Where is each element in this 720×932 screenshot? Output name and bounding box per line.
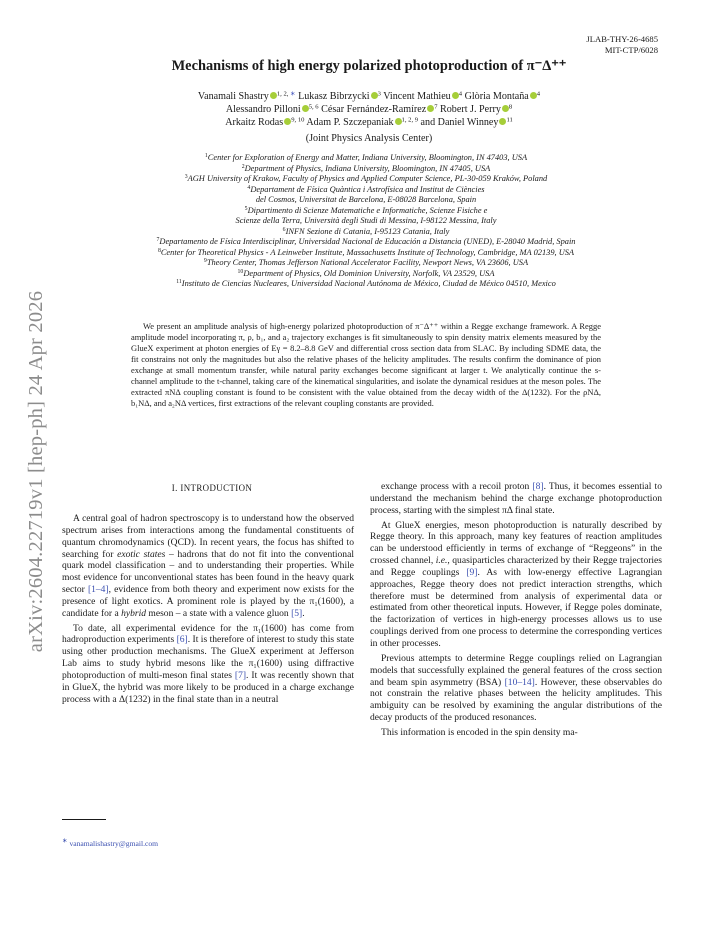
affiliation-list: [60, 153, 672, 290]
right-column: [370, 481, 662, 742]
paragraph: [370, 481, 662, 517]
collaboration-name: (Joint Physics Analysis Center): [305, 133, 433, 144]
author-name: Lukasz Bibrzycki: [298, 91, 370, 102]
orcid-icon[interactable]: [502, 105, 509, 112]
affiliation-text: Center for Exploration of Energy and Matter, Indiana University, Bloomington, IN 47403, USA: [207, 153, 528, 162]
affiliation-number: 5: [244, 205, 248, 212]
body-text: Previous attempts to determine Regge couplings relied on Lagrangian models that successfully explained the general features of the cross section and beam spin asymmetry (BSA): [370, 652, 662, 688]
body-text: To date, all experimental evidence for the π₁(1600) has come from hadroproduction experiments: [62, 622, 354, 646]
left-column: [62, 513, 354, 709]
affiliation-marker: 3: [377, 90, 381, 98]
affiliation-marker: 11: [506, 116, 513, 124]
arxiv-identifier: arXiv:2604.22719v1 [hep-ph] 24 Apr 2026: [25, 290, 48, 652]
affiliation-line: [60, 279, 672, 290]
email-link[interactable]: vanamalishastry@gmail.com: [69, 839, 159, 848]
affiliation-marker: 1, 2, 9: [401, 116, 419, 124]
body-text: At GlueX energies, meson photoproduction is naturally described by Regge theory. In this approach, many key features of reaction amplitudes can be understood efficiently in terms of exchange of “Reggeons” in the crossed channel,: [370, 519, 662, 567]
orcid-icon[interactable]: [270, 92, 277, 99]
arxiv-identifier-sidebar: [14, 256, 60, 686]
body-text: , quasiparticles characterized by their Regge trajectories and Regge couplings: [370, 555, 662, 578]
orcid-icon[interactable]: [452, 92, 459, 99]
body-text: exchange process with a recoil proton: [381, 481, 533, 492]
emphasis-text: i.e.: [435, 555, 448, 567]
paragraph: [370, 520, 662, 650]
affiliation-number: 3: [184, 174, 188, 180]
affiliation-text: Dipartimento di Scienze Matematiche e Informatiche, Scienze Fisiche e: [247, 205, 488, 215]
affiliation-text: del Cosmos, Universitat de Barcelona, E-08028 Barcelona, Spain: [255, 195, 477, 204]
author-name: Robert J. Perry: [440, 104, 501, 115]
author-name: Arkaitz Rodas: [225, 117, 284, 128]
affiliation-text: Instituto de Ciencias Nucleares, Universidad Nacional Autónoma de México, Ciudad de México 04510, Mexico: [181, 279, 556, 288]
affiliation-marker: 5, 6: [308, 103, 319, 111]
author-line: [80, 90, 658, 103]
affiliation-line: [60, 216, 672, 227]
affiliation-text: Department of Physics, Old Dominion University, Norfolk, VA 23529, USA: [243, 268, 495, 278]
citation-link[interactable]: [9]: [466, 566, 478, 578]
author-list: [80, 90, 658, 145]
affiliation-text: Scienze della Terra, Università degli Studi di Messina, I-98122 Messina, Italy: [235, 216, 497, 225]
body-text: This information is encoded in the spin density ma-: [381, 726, 578, 738]
body-text: meson – a state with a valence gluon: [146, 607, 292, 619]
body-text: . As with low-energy effective Lagrangian approaches, Regge theory does not predict interaction strengths, which therefore must be determined from analysis of experimental data or estimated from other theoretical inputs. However, if Regge poles dominate, the factorization of vertices in high-energy processes allows us to use couplings derived from one process to determine the corresponding vertices in other processes.: [370, 566, 662, 649]
body-text: – hadrons that do not fit into the conventional quark model classification – and to understanding their properties. While most evidence for unconventional states has been found in the heavy quark sector: [62, 548, 354, 596]
affiliation-line: [60, 269, 672, 280]
citation-link[interactable]: [8]: [532, 481, 544, 492]
footnote: [62, 839, 158, 848]
paragraph: [62, 513, 354, 620]
footnote-mark: ∗: [62, 837, 68, 845]
report-numbers: [586, 34, 658, 55]
affiliation-line: [60, 206, 672, 217]
affiliation-text: Departament de Física Quàntica i Astrofísica and Institut de Ciències: [250, 184, 485, 194]
author-name: Alessandro Pilloni: [225, 104, 301, 115]
citation-link[interactable]: [5]: [291, 607, 303, 619]
affiliation-number: 9: [203, 258, 207, 264]
body-text: A central goal of hadron spectroscopy is to understand how the observed spectrum arises from interactions among the fundamental constituents of quantum chromodynamics (QCD). In recent years, the focus has shifted to searching for: [62, 513, 354, 560]
affiliation-line: [60, 237, 672, 248]
author-name: Glòria Montaña: [464, 91, 529, 102]
body-text: .: [302, 607, 305, 619]
affiliation-text: Department of Physics, Indiana University, Bloomington, IN 47405, USA: [244, 163, 491, 173]
affiliation-line: [60, 195, 672, 206]
report-number: MIT-CTP/6028: [604, 44, 658, 55]
report-number: JLAB-THY-26-4685: [586, 34, 658, 44]
orcid-icon[interactable]: [530, 92, 537, 99]
paper-title: Mechanisms of high energy polarized photoproduction of π⁻Δ⁺⁺: [171, 58, 567, 74]
author-name: Vanamali Shastry: [197, 91, 269, 102]
body-text: . It was recently shown that in GlueX, the hybrid was more likely to be produced in a charge exchange process with a Δ(1232) in the final state than in a neutral: [62, 669, 354, 705]
affiliation-line: [60, 174, 672, 185]
orcid-icon[interactable]: [395, 118, 402, 125]
paragraph: [370, 653, 662, 724]
affiliation-line: [60, 248, 672, 259]
section-heading: I. INTRODUCTION: [171, 483, 253, 493]
author-lines: [80, 90, 658, 129]
citation-link[interactable]: [6]: [176, 634, 188, 646]
affiliation-line: [60, 227, 672, 238]
affiliation-marker: 7: [434, 103, 438, 111]
affiliation-line: [60, 185, 672, 196]
affiliation-number: 4: [247, 184, 251, 191]
author-name: Adam P. Szczepaniak: [306, 117, 394, 128]
corresponding-author-mark[interactable]: ∗: [290, 90, 296, 98]
affiliation-marker: 4: [536, 90, 541, 98]
affiliation-number: 11: [176, 279, 182, 285]
citation-link[interactable]: [7]: [234, 669, 247, 681]
emphasis-text: exotic states: [117, 548, 166, 560]
affiliation-marker: 4: [458, 90, 463, 98]
affiliation-line: [60, 153, 672, 164]
affiliation-number: 7: [156, 237, 160, 243]
author-name: Vincent Mathieu: [383, 91, 451, 102]
body-text: , evidence from both theory and experiment now exists for the presence of light exotics. A prominent role is played by the π₁(1600), a candidate for a: [62, 584, 354, 619]
affiliation-number: 1: [204, 153, 208, 159]
affiliation-line: [60, 164, 672, 175]
author-line: [80, 103, 658, 116]
citation-link[interactable]: [10–14]: [504, 676, 535, 688]
affiliation-number: 6: [282, 226, 286, 233]
author-name: Daniel Winney: [437, 117, 499, 128]
emphasis-text: hybrid: [121, 607, 147, 619]
affiliation-text: Theory Center, Thomas Jefferson National Accelerator Facility, Newport News, VA 23606, USA: [206, 258, 529, 267]
author-line: [80, 116, 658, 129]
orcid-icon[interactable]: [371, 92, 378, 99]
paragraph: [370, 727, 662, 739]
author-name: César Fernández-Ramírez: [321, 104, 427, 115]
affiliation-text: Departamento de Física Interdisciplinar, Universidad Nacional de Educación a Distancia (UNED), E-28040 Madrid, Spain: [159, 237, 576, 246]
affiliation-marker: 9, 10: [291, 116, 305, 124]
footnote-divider: [62, 819, 106, 820]
affiliation-line: [60, 258, 672, 269]
body-text: . Thus, it becomes essential to understand the mechanism behind the charge exchange photoproduction process, starting with the simplest πΔ final state.: [370, 481, 662, 516]
affiliation-marker: 8: [508, 103, 513, 111]
citation-link[interactable]: [1–4]: [87, 584, 109, 596]
affiliation-text: AGH University of Krakow, Faculty of Physics and Applied Computer Science, PL-30-059 Kraków, Poland: [187, 174, 548, 183]
affiliation-number: 2: [241, 163, 245, 170]
abstract: We present an amplitude analysis of high-energy polarized photoproduction of π⁻Δ⁺⁺ within a Regge exchange framework. A Regge amplitude model incorporating π, ρ, b₁, and a₂ trajectory exchanges is fit simultaneously to spin density matrix elements measured by the GlueX experiment at photon energies of Eγ = 8.2–8.8 GeV and differential cross section data from SLAC. By including SDME data, the fit constrains not only the magnitudes but also the relative phases of the helicity amplitudes. The results confirm the dominance of pion exchange at small momentum transfer, while natural parity exchanges become significant at larger t. We analytically continue the s-channel amplitude to the t-channel, taking care of the kinematical singularities, and isolate the dynamical residues at the meson poles. The extracted πNΔ coupling constant is found to be consistent with the value obtained from the decay width of the Δ(1232). For the ρNΔ, b₁NΔ, and a₂NΔ vertices, first extractions of the relevant coupling constants are provided.: [131, 321, 601, 409]
affiliation-marker: 1, 2,: [276, 90, 291, 98]
affiliation-text: Center for Theoretical Physics - A Leinweber Institute, Massachusetts Institute of Technology, Cambridge, MA 02139, USA: [160, 247, 575, 257]
body-text: . It is therefore of interest to study this state using other production mechanisms. The GlueX experiment at Jefferson Lab aims to study hybrid mesons like the π₁(1600) using diffractive photoproduction of multi-meson final states: [62, 634, 354, 681]
author-separator: and: [418, 117, 438, 128]
affiliation-number: 10: [237, 268, 244, 275]
body-text: . However, these observables do not constrain the relative phases between the helicity amplitudes. This ambiguity can be resolved by examining the angular distributions of the decay products of the produced resonances.: [370, 676, 662, 724]
affiliation-number: 8: [157, 247, 161, 254]
orcid-icon[interactable]: [302, 105, 309, 112]
paragraph: [62, 623, 354, 706]
affiliation-text: INFN Sezione di Catania, I-95123 Catania, Italy: [285, 226, 450, 236]
